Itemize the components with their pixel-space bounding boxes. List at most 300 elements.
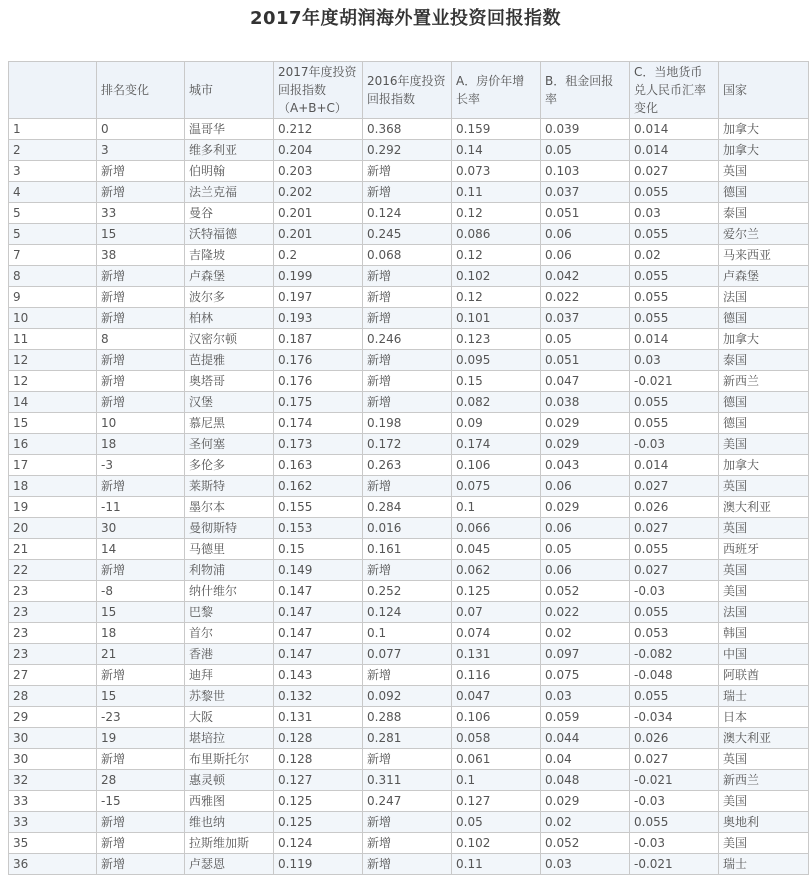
cell-country: 新西兰 bbox=[719, 770, 809, 791]
cell-country: 泰国 bbox=[719, 203, 809, 224]
cell-rental-yield: 0.06 bbox=[541, 476, 630, 497]
cell-price-growth: 0.073 bbox=[452, 161, 541, 182]
cell-city: 马德里 bbox=[185, 539, 274, 560]
cell-2017-index: 0.128 bbox=[274, 728, 363, 749]
table-row bbox=[9, 833, 809, 854]
cell-city: 波尔多 bbox=[185, 287, 274, 308]
cell-price-growth: 0.15 bbox=[452, 371, 541, 392]
cell-rank-change: 0 bbox=[97, 119, 185, 140]
cell-rank-change: 新增 bbox=[97, 560, 185, 581]
cell-fx-change: 0.027 bbox=[630, 161, 719, 182]
cell-rank-change: -15 bbox=[97, 791, 185, 812]
table-row bbox=[9, 728, 809, 749]
cell-city: 多伦多 bbox=[185, 455, 274, 476]
cell-rental-yield: 0.05 bbox=[541, 140, 630, 161]
cell-2016-index: 新增 bbox=[363, 392, 452, 413]
cell-rank-change: 33 bbox=[97, 203, 185, 224]
cell-2016-index: 0.124 bbox=[363, 602, 452, 623]
cell-rental-yield: 0.04 bbox=[541, 749, 630, 770]
cell-city: 曼彻斯特 bbox=[185, 518, 274, 539]
cell-city: 柏林 bbox=[185, 308, 274, 329]
cell-rank: 22 bbox=[9, 560, 97, 581]
cell-2016-index: 新增 bbox=[363, 182, 452, 203]
cell-country: 英国 bbox=[719, 749, 809, 770]
cell-country: 德国 bbox=[719, 392, 809, 413]
cell-2017-index: 0.176 bbox=[274, 350, 363, 371]
cell-city: 温哥华 bbox=[185, 119, 274, 140]
cell-2017-index: 0.201 bbox=[274, 203, 363, 224]
cell-rank: 21 bbox=[9, 539, 97, 560]
table-row bbox=[9, 539, 809, 560]
cell-city: 拉斯维加斯 bbox=[185, 833, 274, 854]
cell-price-growth: 0.127 bbox=[452, 791, 541, 812]
cell-2016-index: 0.124 bbox=[363, 203, 452, 224]
cell-country: 德国 bbox=[719, 413, 809, 434]
cell-rank-change: 新增 bbox=[97, 476, 185, 497]
cell-2016-index: 0.092 bbox=[363, 686, 452, 707]
cell-price-growth: 0.082 bbox=[452, 392, 541, 413]
cell-rank: 5 bbox=[9, 224, 97, 245]
cell-rank: 4 bbox=[9, 182, 97, 203]
table-row bbox=[9, 308, 809, 329]
table-row bbox=[9, 665, 809, 686]
cell-country: 澳大利亚 bbox=[719, 497, 809, 518]
cell-rental-yield: 0.06 bbox=[541, 560, 630, 581]
cell-fx-change: 0.027 bbox=[630, 749, 719, 770]
cell-fx-change: -0.082 bbox=[630, 644, 719, 665]
cell-2016-index: 新增 bbox=[363, 308, 452, 329]
cell-country: 美国 bbox=[719, 833, 809, 854]
cell-rank: 20 bbox=[9, 518, 97, 539]
cell-rank: 29 bbox=[9, 707, 97, 728]
cell-price-growth: 0.102 bbox=[452, 266, 541, 287]
cell-2016-index: 新增 bbox=[363, 854, 452, 875]
table-row bbox=[9, 434, 809, 455]
cell-country: 美国 bbox=[719, 434, 809, 455]
cell-2017-index: 0.132 bbox=[274, 686, 363, 707]
cell-price-growth: 0.075 bbox=[452, 476, 541, 497]
cell-price-growth: 0.062 bbox=[452, 560, 541, 581]
table-row bbox=[9, 455, 809, 476]
header-rank-change: 排名变化 bbox=[97, 62, 185, 119]
cell-price-growth: 0.047 bbox=[452, 686, 541, 707]
cell-city: 慕尼黑 bbox=[185, 413, 274, 434]
cell-rank: 23 bbox=[9, 644, 97, 665]
cell-country: 法国 bbox=[719, 287, 809, 308]
cell-rank: 23 bbox=[9, 623, 97, 644]
cell-city: 纳什维尔 bbox=[185, 581, 274, 602]
cell-country: 澳大利亚 bbox=[719, 728, 809, 749]
cell-rank-change: 18 bbox=[97, 623, 185, 644]
cell-2016-index: 0.247 bbox=[363, 791, 452, 812]
cell-fx-change: -0.048 bbox=[630, 665, 719, 686]
cell-2017-index: 0.176 bbox=[274, 371, 363, 392]
cell-2017-index: 0.199 bbox=[274, 266, 363, 287]
cell-country: 韩国 bbox=[719, 623, 809, 644]
cell-2016-index: 新增 bbox=[363, 833, 452, 854]
cell-2016-index: 新增 bbox=[363, 161, 452, 182]
cell-country: 加拿大 bbox=[719, 329, 809, 350]
cell-rank: 8 bbox=[9, 266, 97, 287]
cell-rank: 23 bbox=[9, 602, 97, 623]
cell-price-growth: 0.11 bbox=[452, 182, 541, 203]
cell-rank: 18 bbox=[9, 476, 97, 497]
cell-rank-change: 15 bbox=[97, 224, 185, 245]
cell-rank: 36 bbox=[9, 854, 97, 875]
table-row bbox=[9, 644, 809, 665]
cell-city: 苏黎世 bbox=[185, 686, 274, 707]
table-row bbox=[9, 119, 809, 140]
cell-rank: 3 bbox=[9, 161, 97, 182]
cell-city: 莱斯特 bbox=[185, 476, 274, 497]
cell-rental-yield: 0.02 bbox=[541, 623, 630, 644]
cell-rental-yield: 0.03 bbox=[541, 686, 630, 707]
cell-rank-change: 新增 bbox=[97, 392, 185, 413]
cell-rental-yield: 0.06 bbox=[541, 224, 630, 245]
cell-2016-index: 0.288 bbox=[363, 707, 452, 728]
cell-2017-index: 0.147 bbox=[274, 581, 363, 602]
cell-2016-index: 0.016 bbox=[363, 518, 452, 539]
cell-price-growth: 0.1 bbox=[452, 497, 541, 518]
table-row bbox=[9, 791, 809, 812]
cell-rental-yield: 0.029 bbox=[541, 497, 630, 518]
cell-price-growth: 0.074 bbox=[452, 623, 541, 644]
table-header-row bbox=[9, 62, 809, 119]
cell-rental-yield: 0.03 bbox=[541, 854, 630, 875]
cell-fx-change: -0.03 bbox=[630, 581, 719, 602]
cell-price-growth: 0.07 bbox=[452, 602, 541, 623]
cell-fx-change: 0.055 bbox=[630, 287, 719, 308]
cell-city: 沃特福德 bbox=[185, 224, 274, 245]
cell-rank: 35 bbox=[9, 833, 97, 854]
cell-price-growth: 0.09 bbox=[452, 413, 541, 434]
cell-price-growth: 0.14 bbox=[452, 140, 541, 161]
investment-index-table bbox=[8, 61, 809, 875]
cell-2016-index: 新增 bbox=[363, 665, 452, 686]
cell-fx-change: 0.026 bbox=[630, 728, 719, 749]
cell-country: 西班牙 bbox=[719, 539, 809, 560]
cell-rank: 28 bbox=[9, 686, 97, 707]
cell-price-growth: 0.101 bbox=[452, 308, 541, 329]
cell-city: 法兰克福 bbox=[185, 182, 274, 203]
cell-2017-index: 0.147 bbox=[274, 623, 363, 644]
cell-price-growth: 0.106 bbox=[452, 455, 541, 476]
cell-fx-change: -0.03 bbox=[630, 833, 719, 854]
cell-city: 卢森堡 bbox=[185, 266, 274, 287]
cell-rank-change: 15 bbox=[97, 602, 185, 623]
cell-2017-index: 0.125 bbox=[274, 812, 363, 833]
cell-2016-index: 0.077 bbox=[363, 644, 452, 665]
cell-price-growth: 0.106 bbox=[452, 707, 541, 728]
cell-rank-change: 21 bbox=[97, 644, 185, 665]
cell-rank: 10 bbox=[9, 308, 97, 329]
table-row bbox=[9, 812, 809, 833]
header-2017-index: 2017年度投资回报指数（A+B+C） bbox=[274, 62, 363, 119]
cell-price-growth: 0.058 bbox=[452, 728, 541, 749]
cell-fx-change: -0.034 bbox=[630, 707, 719, 728]
cell-rank-change: 10 bbox=[97, 413, 185, 434]
cell-rank: 7 bbox=[9, 245, 97, 266]
cell-2016-index: 新增 bbox=[363, 812, 452, 833]
cell-city: 卢瑟恩 bbox=[185, 854, 274, 875]
cell-price-growth: 0.116 bbox=[452, 665, 541, 686]
cell-rental-yield: 0.06 bbox=[541, 518, 630, 539]
cell-2016-index: 新增 bbox=[363, 266, 452, 287]
cell-2017-index: 0.162 bbox=[274, 476, 363, 497]
cell-rental-yield: 0.029 bbox=[541, 413, 630, 434]
cell-country: 卢森堡 bbox=[719, 266, 809, 287]
cell-fx-change: -0.021 bbox=[630, 371, 719, 392]
cell-rank: 15 bbox=[9, 413, 97, 434]
cell-rental-yield: 0.052 bbox=[541, 833, 630, 854]
cell-city: 墨尔本 bbox=[185, 497, 274, 518]
cell-country: 爱尔兰 bbox=[719, 224, 809, 245]
cell-fx-change: 0.014 bbox=[630, 329, 719, 350]
cell-rental-yield: 0.039 bbox=[541, 119, 630, 140]
cell-2017-index: 0.127 bbox=[274, 770, 363, 791]
cell-2016-index: 0.281 bbox=[363, 728, 452, 749]
cell-country: 加拿大 bbox=[719, 140, 809, 161]
cell-fx-change: 0.014 bbox=[630, 119, 719, 140]
cell-country: 德国 bbox=[719, 308, 809, 329]
cell-2017-index: 0.147 bbox=[274, 602, 363, 623]
cell-rank-change: 14 bbox=[97, 539, 185, 560]
cell-country: 英国 bbox=[719, 560, 809, 581]
cell-rental-yield: 0.044 bbox=[541, 728, 630, 749]
cell-country: 中国 bbox=[719, 644, 809, 665]
table-row bbox=[9, 371, 809, 392]
cell-country: 日本 bbox=[719, 707, 809, 728]
cell-2016-index: 新增 bbox=[363, 287, 452, 308]
cell-country: 瑞士 bbox=[719, 686, 809, 707]
cell-2017-index: 0.125 bbox=[274, 791, 363, 812]
cell-rank-change: 新增 bbox=[97, 266, 185, 287]
cell-2017-index: 0.204 bbox=[274, 140, 363, 161]
table-row bbox=[9, 518, 809, 539]
cell-2017-index: 0.119 bbox=[274, 854, 363, 875]
cell-fx-change: -0.021 bbox=[630, 854, 719, 875]
cell-city: 维多利亚 bbox=[185, 140, 274, 161]
cell-fx-change: -0.03 bbox=[630, 434, 719, 455]
cell-fx-change: 0.027 bbox=[630, 476, 719, 497]
cell-fx-change: 0.055 bbox=[630, 602, 719, 623]
cell-country: 瑞士 bbox=[719, 854, 809, 875]
cell-rental-yield: 0.05 bbox=[541, 329, 630, 350]
cell-country: 加拿大 bbox=[719, 455, 809, 476]
cell-rental-yield: 0.029 bbox=[541, 434, 630, 455]
cell-rental-yield: 0.038 bbox=[541, 392, 630, 413]
cell-2016-index: 0.284 bbox=[363, 497, 452, 518]
cell-fx-change: 0.026 bbox=[630, 497, 719, 518]
cell-rank-change: 38 bbox=[97, 245, 185, 266]
cell-price-growth: 0.061 bbox=[452, 749, 541, 770]
table-row bbox=[9, 602, 809, 623]
cell-price-growth: 0.12 bbox=[452, 203, 541, 224]
cell-2017-index: 0.124 bbox=[274, 833, 363, 854]
cell-country: 英国 bbox=[719, 161, 809, 182]
cell-price-growth: 0.131 bbox=[452, 644, 541, 665]
cell-rank: 33 bbox=[9, 791, 97, 812]
cell-rank: 14 bbox=[9, 392, 97, 413]
cell-country: 法国 bbox=[719, 602, 809, 623]
cell-rank-change: 30 bbox=[97, 518, 185, 539]
cell-rank: 23 bbox=[9, 581, 97, 602]
cell-rental-yield: 0.103 bbox=[541, 161, 630, 182]
cell-city: 吉隆坡 bbox=[185, 245, 274, 266]
cell-2016-index: 0.172 bbox=[363, 434, 452, 455]
cell-rental-yield: 0.047 bbox=[541, 371, 630, 392]
cell-2017-index: 0.212 bbox=[274, 119, 363, 140]
cell-country: 奥地利 bbox=[719, 812, 809, 833]
cell-price-growth: 0.123 bbox=[452, 329, 541, 350]
cell-2017-index: 0.202 bbox=[274, 182, 363, 203]
cell-country: 德国 bbox=[719, 182, 809, 203]
cell-rental-yield: 0.05 bbox=[541, 539, 630, 560]
cell-country: 美国 bbox=[719, 791, 809, 812]
cell-price-growth: 0.1 bbox=[452, 770, 541, 791]
page-title: 2017年度胡润海外置业投资回报指数 bbox=[249, 8, 562, 29]
cell-rank-change: -3 bbox=[97, 455, 185, 476]
cell-rank-change: 新增 bbox=[97, 854, 185, 875]
cell-2016-index: 0.1 bbox=[363, 623, 452, 644]
cell-2017-index: 0.155 bbox=[274, 497, 363, 518]
table-row bbox=[9, 749, 809, 770]
header-city: 城市 bbox=[185, 62, 274, 119]
table-row bbox=[9, 266, 809, 287]
header-price-growth: A．房价年增长率 bbox=[452, 62, 541, 119]
cell-city: 利物浦 bbox=[185, 560, 274, 581]
cell-rank-change: 新增 bbox=[97, 665, 185, 686]
cell-rank-change: 新增 bbox=[97, 308, 185, 329]
cell-city: 曼谷 bbox=[185, 203, 274, 224]
cell-fx-change: 0.055 bbox=[630, 686, 719, 707]
cell-fx-change: 0.055 bbox=[630, 413, 719, 434]
cell-price-growth: 0.159 bbox=[452, 119, 541, 140]
table-row bbox=[9, 707, 809, 728]
table-row bbox=[9, 245, 809, 266]
cell-rental-yield: 0.052 bbox=[541, 581, 630, 602]
cell-rental-yield: 0.075 bbox=[541, 665, 630, 686]
cell-city: 汉密尔顿 bbox=[185, 329, 274, 350]
cell-rank-change: 新增 bbox=[97, 350, 185, 371]
cell-price-growth: 0.12 bbox=[452, 287, 541, 308]
header-country: 国家 bbox=[719, 62, 809, 119]
cell-2016-index: 新增 bbox=[363, 560, 452, 581]
cell-rank: 30 bbox=[9, 728, 97, 749]
cell-rank-change: 19 bbox=[97, 728, 185, 749]
cell-city: 伯明翰 bbox=[185, 161, 274, 182]
cell-rental-yield: 0.043 bbox=[541, 455, 630, 476]
cell-rank-change: 新增 bbox=[97, 182, 185, 203]
cell-rank: 1 bbox=[9, 119, 97, 140]
cell-rank: 30 bbox=[9, 749, 97, 770]
cell-2016-index: 新增 bbox=[363, 350, 452, 371]
cell-2016-index: 0.252 bbox=[363, 581, 452, 602]
cell-fx-change: 0.053 bbox=[630, 623, 719, 644]
cell-price-growth: 0.066 bbox=[452, 518, 541, 539]
table-row bbox=[9, 161, 809, 182]
cell-2016-index: 0.368 bbox=[363, 119, 452, 140]
cell-2017-index: 0.2 bbox=[274, 245, 363, 266]
cell-2017-index: 0.175 bbox=[274, 392, 363, 413]
cell-price-growth: 0.11 bbox=[452, 854, 541, 875]
table-body bbox=[9, 119, 809, 875]
cell-country: 英国 bbox=[719, 518, 809, 539]
cell-2017-index: 0.197 bbox=[274, 287, 363, 308]
table-row bbox=[9, 203, 809, 224]
cell-2016-index: 0.161 bbox=[363, 539, 452, 560]
cell-rental-yield: 0.051 bbox=[541, 203, 630, 224]
cell-city: 堪培拉 bbox=[185, 728, 274, 749]
cell-rental-yield: 0.022 bbox=[541, 287, 630, 308]
cell-2016-index: 0.263 bbox=[363, 455, 452, 476]
cell-fx-change: 0.03 bbox=[630, 350, 719, 371]
cell-city: 布里斯托尔 bbox=[185, 749, 274, 770]
cell-2017-index: 0.203 bbox=[274, 161, 363, 182]
cell-rental-yield: 0.06 bbox=[541, 245, 630, 266]
cell-2017-index: 0.147 bbox=[274, 644, 363, 665]
cell-2016-index: 0.068 bbox=[363, 245, 452, 266]
cell-2017-index: 0.201 bbox=[274, 224, 363, 245]
cell-city: 首尔 bbox=[185, 623, 274, 644]
cell-country: 加拿大 bbox=[719, 119, 809, 140]
cell-rank: 32 bbox=[9, 770, 97, 791]
cell-rental-yield: 0.042 bbox=[541, 266, 630, 287]
cell-2016-index: 0.246 bbox=[363, 329, 452, 350]
cell-rank-change: 18 bbox=[97, 434, 185, 455]
cell-fx-change: 0.055 bbox=[630, 182, 719, 203]
cell-rental-yield: 0.022 bbox=[541, 602, 630, 623]
cell-rank: 27 bbox=[9, 665, 97, 686]
cell-fx-change: 0.055 bbox=[630, 812, 719, 833]
cell-2017-index: 0.193 bbox=[274, 308, 363, 329]
table-row bbox=[9, 476, 809, 497]
cell-country: 阿联酋 bbox=[719, 665, 809, 686]
cell-rental-yield: 0.029 bbox=[541, 791, 630, 812]
cell-city: 西雅图 bbox=[185, 791, 274, 812]
cell-city: 巴黎 bbox=[185, 602, 274, 623]
cell-rank-change: 新增 bbox=[97, 287, 185, 308]
cell-country: 泰国 bbox=[719, 350, 809, 371]
cell-fx-change: 0.014 bbox=[630, 140, 719, 161]
cell-city: 大阪 bbox=[185, 707, 274, 728]
cell-2017-index: 0.143 bbox=[274, 665, 363, 686]
table-row bbox=[9, 140, 809, 161]
cell-rank-change: -23 bbox=[97, 707, 185, 728]
cell-rental-yield: 0.048 bbox=[541, 770, 630, 791]
header-2016-index: 2016年度投资回报指数 bbox=[363, 62, 452, 119]
cell-rank-change: 新增 bbox=[97, 749, 185, 770]
cell-rank-change: 新增 bbox=[97, 833, 185, 854]
cell-rental-yield: 0.059 bbox=[541, 707, 630, 728]
cell-rank: 2 bbox=[9, 140, 97, 161]
cell-country: 英国 bbox=[719, 476, 809, 497]
cell-2016-index: 0.198 bbox=[363, 413, 452, 434]
cell-rental-yield: 0.051 bbox=[541, 350, 630, 371]
cell-city: 芭提雅 bbox=[185, 350, 274, 371]
cell-fx-change: 0.02 bbox=[630, 245, 719, 266]
cell-price-growth: 0.095 bbox=[452, 350, 541, 371]
cell-fx-change: 0.027 bbox=[630, 560, 719, 581]
cell-fx-change: 0.055 bbox=[630, 539, 719, 560]
cell-price-growth: 0.05 bbox=[452, 812, 541, 833]
cell-2016-index: 新增 bbox=[363, 476, 452, 497]
cell-country: 美国 bbox=[719, 581, 809, 602]
cell-fx-change: 0.055 bbox=[630, 308, 719, 329]
cell-fx-change: 0.03 bbox=[630, 203, 719, 224]
cell-rank-change: 新增 bbox=[97, 161, 185, 182]
cell-rank: 19 bbox=[9, 497, 97, 518]
